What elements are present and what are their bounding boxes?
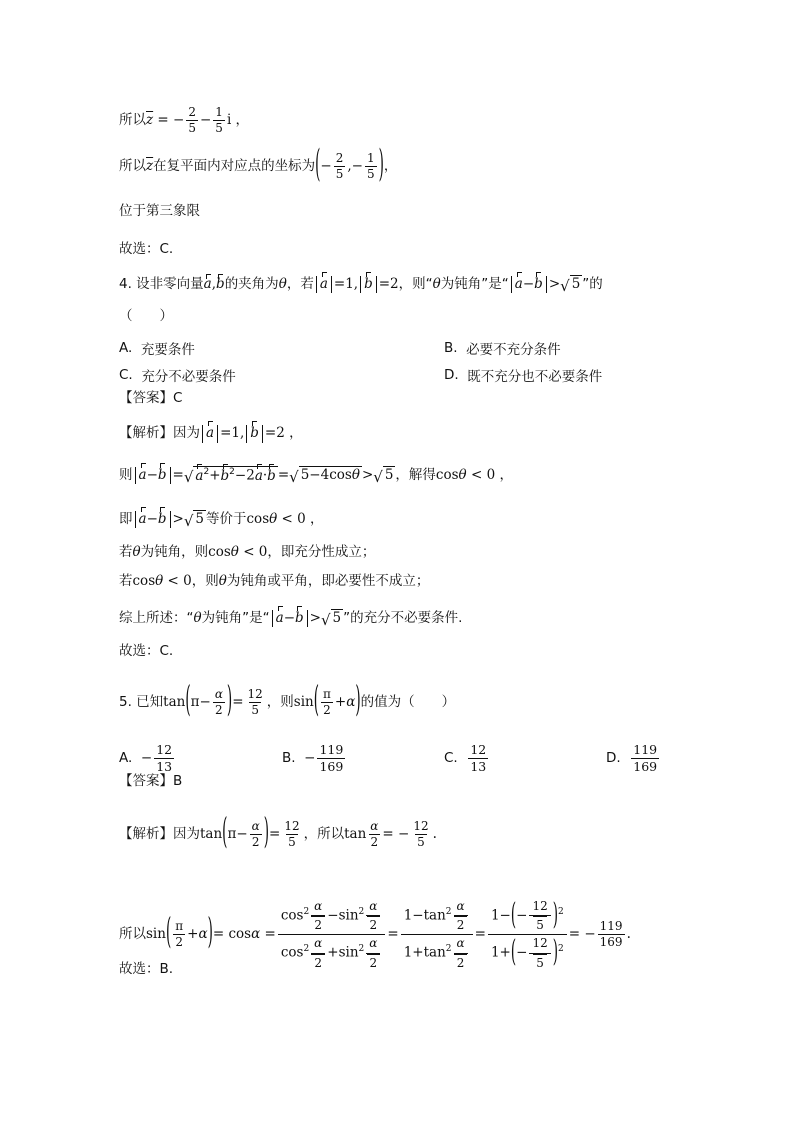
q5-answer: 【答案】B [119, 773, 183, 789]
fraction-cos-sin: $\cos^2$ $\frac{\alpha}{2}$ $-\sin^2$ $\frac{\alpha}{2}$ $\cos^2$ $\frac{\alpha}{2}$ $+\sin^2$ $\frac{\alpha}{2}$ [278, 900, 386, 970]
fraction-numeric: 1−(− $\frac{12}{5}$ )$^2$ 1+(− $\frac{12}{5}$ )$^2$ [488, 900, 567, 970]
line-quadrant: 位于第三象限 [119, 203, 200, 219]
q5-analysis-1: 【解析】 因为 tan ( π− $\frac{\alpha}{2}$ ) = $\frac{12}{5}$ ，所以 tan $\frac{\alpha}{2}$ = − $\frac{12}{5}$ . [119, 811, 437, 854]
q4-option-c: C. 充分不必要条件 [119, 367, 236, 385]
q5-choice: 故选：B. [119, 961, 174, 977]
q4-analysis-3: 即 a−b > √ 5 等价于 cosθ < 0 ， [119, 510, 324, 530]
q5-option-c: C. $\frac{12}{13}$ [444, 742, 487, 774]
fraction-tan: $1-\tan^2$ $\frac{\alpha}{2}$ $1+\tan^2$ $\frac{\alpha}{2}$ [401, 900, 473, 970]
line-coordinate: 所以 $\overline{z}$ 在复平面内对应点的坐标为 ( − $\frac{2}{5}$ ,− $\frac{1}{5}$ ) ， [119, 142, 398, 187]
q4-analysis-2: 则 a−b = √ $a^2+b^2-2a\cdot b$ = √ 5−4cosθ > √ 5 ，解得 cosθ < 0 ， [119, 466, 513, 487]
q5-stem: 5. 已知 tan ( π− $\frac{\alpha}{2}$ ) = $\frac{12}{5}$ ，则 sin ( $\frac{\pi}{2}$ + α ) 的值为（ ） [119, 679, 456, 722]
q4-option-b: B. 必要不充分条件 [444, 340, 561, 358]
fraction: $\frac{2}{5}$ [188, 105, 196, 136]
q4-paren: （ ） [119, 308, 173, 324]
q4-analysis-1: 【解析】 因为 a =1, b =2 ， [119, 425, 303, 442]
q4-analysis-6: 综上所述：“ θ 为钝角”是“ a−b > √ 5 ”的充分不必要条件. [119, 609, 463, 629]
q4-analysis-4: 若 θ 为钝角，则 cosθ < 0 ，即充分性成立； [119, 544, 376, 560]
q4-option-a: A. 充要条件 [119, 340, 195, 358]
fraction: $\frac{1}{5}$ [215, 105, 223, 136]
q4-option-d: D. 既不充分也不必要条件 [444, 367, 603, 385]
q5-option-b: B. − $\frac{119}{169}$ [282, 742, 344, 774]
q4-answer: 【答案】C [119, 390, 183, 406]
q5-option-d: D. $\frac{119}{169}$ [606, 742, 658, 774]
z-bar: $\overline{z}$ [146, 111, 154, 128]
q4-analysis-5: 若 cosθ < 0 ，则 θ 为钝角或平角，即必要性不成立； [119, 573, 430, 589]
q4-choice: 故选：C. [119, 643, 174, 659]
q5-analysis-2: 所以 sin ( $\frac{\pi}{2}$ + α ) = cos α = $\cos^2$ $\frac{\alpha}{2}$ $-\sin^2$ $\frac{\alpha}{2}$ $\cos^2$ $\frac{\alpha}{2}$ $+\sin^2$ $\frac{\alpha}{2}$ = $1-\tan^2$ $\frac{\alpha}{2}$ $1+\tan^2$ $\frac{\alpha}{2}$ = 1−(− $\frac{12}{5}$ )$^2$ 1+(− $\frac{12}{5}$ )$^2$ = − $\frac{119}{169}$ . [119, 897, 631, 970]
q4-stem: 4. 设非零向量 a , b 的夹角为 θ ，若 a =1, b =2 ，则“ θ 为钝角”是“ a−b > √ 5 ”的 [119, 275, 603, 295]
q5-option-a: A. − $\frac{12}{13}$ [119, 742, 173, 774]
line-choice: 故选：C. [119, 241, 174, 257]
line-z-conjugate: 所以 $\overline{z}$ = − $\frac{2}{5}$ − $\frac{1}{5}$ i ， [119, 105, 250, 136]
